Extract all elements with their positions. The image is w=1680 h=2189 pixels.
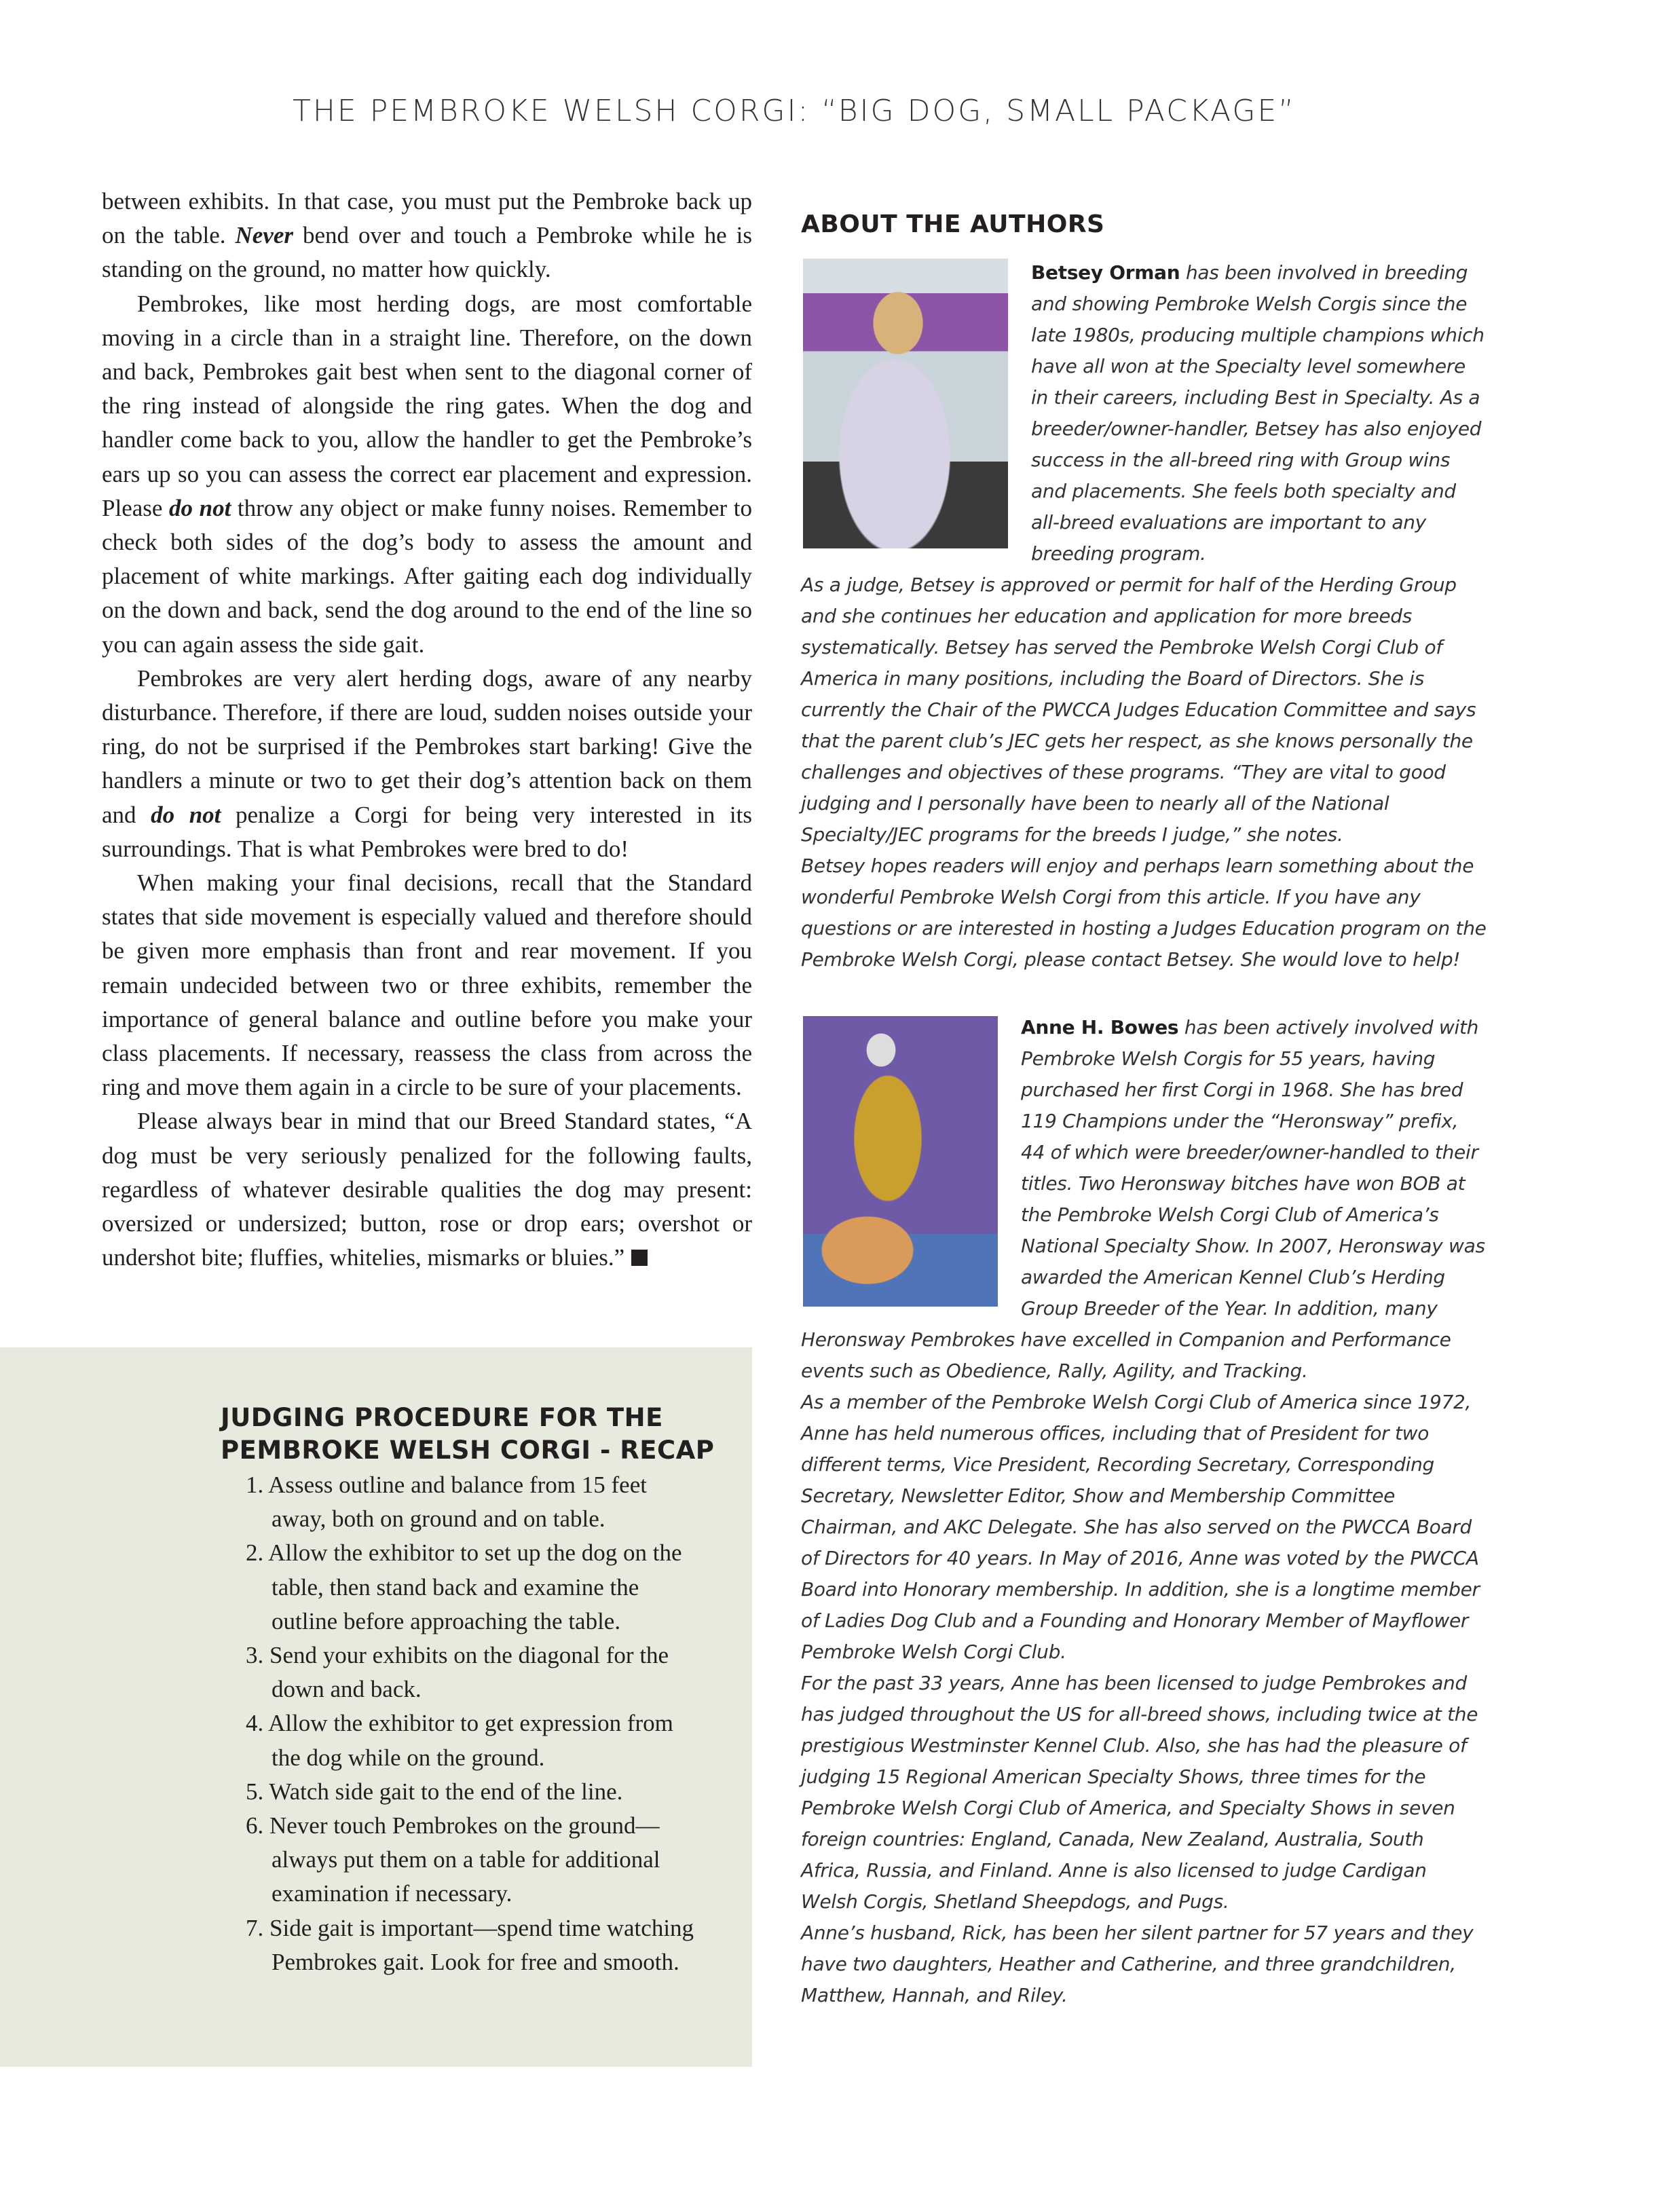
list-item: 5. Watch side gait to the end of the line.: [246, 1778, 623, 1805]
paragraph: Pembrokes are very alert herding dogs, aware of any nearby disturbance. Therefore, if there are loud, sudden noises outside your ring, do not be surprised if the Pembrokes start barking! Give the handlers a minute or two to get their dog’s attention back on them and do not penalize a Corgi for being very interested in its surroundings. That is what Pembrokes were bred to do!: [102, 665, 752, 862]
recap-title: JUDGING PROCEDURE FOR THE PEMBROKE WELSH CORGI - RECAP: [221, 1403, 715, 1465]
list-item: 7. Side gait is important—spend time watching Pembrokes gait. Look for free and smooth.: [246, 1914, 694, 1975]
running-header: THE PEMBROKE WELSH CORGI: “BIG DOG, SMALL PACKAGE”: [292, 94, 1296, 128]
recap-box: [0, 1347, 752, 2067]
article-body: [102, 185, 752, 1275]
recap-list: [231, 1468, 706, 1979]
author-bio-orman: Betsey Orman has been involved in breeding and showing Pembroke Welsh Corgis since the late 1980s, producing multiple champions which have all won at the Specialty level somewhere in their careers, including Best in Specialty. As a breeder/owner-handler, Betsey has also enjoyed success in the all-breed ring with Group wins and placements. She feels both specialty and all-breed evaluations are important to any breeding program. As a judge, Betsey is approved or permit for half of the Herding Group and she continues her education and application for more breeds systematically. Betsey has served the Pembroke Welsh Corgi Club of America in many positions, including the Board of Directors. She is currently the Chair of the PWCCA Judges Education Committee and says that the parent club’s JEC gets her respect, as she knows personally the challenges and objectives of these programs. “They are vital to good judging and I personally have been to nearly all of the National Specialty/JEC programs for the breeds I judge,” she notes. Betsey hopes readers will enjoy and perhaps learn something about the wonderful Pembroke Welsh Corgi from this article. If you have any questions or are interested in hosting a Judges Education program on the Pembroke Welsh Corgi, please contact Betsey. She would love to help!: [801, 257, 1487, 975]
paragraph: When making your final decisions, recall that the Standard states that side movement is especially valued and therefore should be given more emphasis than front and rear movement. If you remain undecided between two or three exhibits, remember the importance of general balance and outline before you make your class placements. If necessary, reassess the class from across the ring and move them again in a circle to be sure of your placements.: [102, 869, 752, 1101]
paragraph: Please always bear in mind that our Breed Standard states, “A dog must be very seriously penalized for the following faults, regardless of whatever desirable qualities the dog may present: oversized or undersized; button, rose or drop ears; overshot or undershot bite; fluffies, whitelies, mismarks or bluies.”: [102, 1108, 752, 1271]
list-item: 6. Never touch Pembrokes on the ground—always put them on a table for additional examination if necessary.: [246, 1812, 660, 1907]
list-item: 4. Allow the exhibitor to get expression from the dog while on the ground.: [246, 1710, 673, 1771]
end-mark-icon: [631, 1250, 648, 1266]
author-photo-bowes: [803, 1016, 998, 1307]
list-item: 3. Send your exhibits on the diagonal for the down and back.: [246, 1642, 669, 1703]
section-heading: ABOUT THE AUTHORS: [801, 210, 1105, 238]
list-item: 1. Assess outline and balance from 15 feet away, both on ground and on table.: [246, 1472, 647, 1533]
paragraph: between exhibits. In that case, you must put the Pembroke back up on the table. Never bend over and touch a Pembroke while he is standing on the ground, no matter how quickly.: [102, 188, 753, 283]
about-the-authors: [801, 210, 1487, 2011]
list-item: 2. Allow the exhibitor to set up the dog on the table, then stand back and examine the outline before approaching the table.: [246, 1539, 682, 1634]
author-photo-orman: [803, 259, 1008, 548]
author-bio-bowes: Anne H. Bowes has been actively involved with Pembroke Welsh Corgis for 55 years, having purchased her first Corgi in 1968. She has bred 119 Champions under the “Heronsway” prefix, 44 of which were breeder/owner-handled to their titles. Two Heronsway bitches have won BOB at the Pembroke Welsh Corgi Club of America’s National Specialty Show. In 2007, Heronsway was awarded the American Kennel Club’s Herding Group Breeder of the Year. In addition, many Heronsway Pembrokes have excelled in Companion and Performance events such as Obedience, Rally, Agility, and Tracking. As a member of the Pembroke Welsh Corgi Club of America since 1972, Anne has held numerous offices, including that of President for two different terms, Vice President, Recording Secretary, Corresponding Secretary, Newsletter Editor, Show and Membership Committee Chairman, and AKC Delegate. She has also served on the PWCCA Board of Directors for 40 years. In May of 2016, Anne was voted by the PWCCA Board into Honorary membership. In addition, she is a longtime member of Ladies Dog Club and a Founding and Honorary Member of Mayflower Pembroke Welsh Corgi Club. For the past 33 years, Anne has been licensed to judge Pembrokes and has judged throughout the US for all-breed shows, including twice at the prestigious Westminster Kennel Club. Also, she has had the pleasure of judging 15 Regional American Specialty Shows, three times for the Pembroke Welsh Corgi Club of America, and Specialty Shows in seven foreign countries: England, Canada, New Zealand, Australia, South Africa, Russia, and Finland. Anne is also licensed to judge Cardigan Welsh Corgis, Shetland Sheepdogs, and Pugs. Anne’s husband, Rick, has been her silent partner for 57 years and they have two daughters, Heather and Catherine, and three grandchildren, Matthew, Hannah, and Riley.: [801, 1016, 1485, 2006]
paragraph: Pembrokes, like most herding dogs, are most comfortable moving in a circle than in a straight line. Therefore, on the down and back, Pembrokes gait best when sent to the diagonal corner of the ring instead of alongside the ring gates. When the dog and handler come back to you, allow the handler to get the Pembroke’s ears up so you can assess the correct ear placement and expression. Please do not throw any object or make funny noises. Remember to check both sides of the dog’s body to assess the amount and placement of white markings. After gaiting each dog individually on the down and back, send the dog around to the end of the line so you can again assess the side gait.: [102, 290, 752, 658]
